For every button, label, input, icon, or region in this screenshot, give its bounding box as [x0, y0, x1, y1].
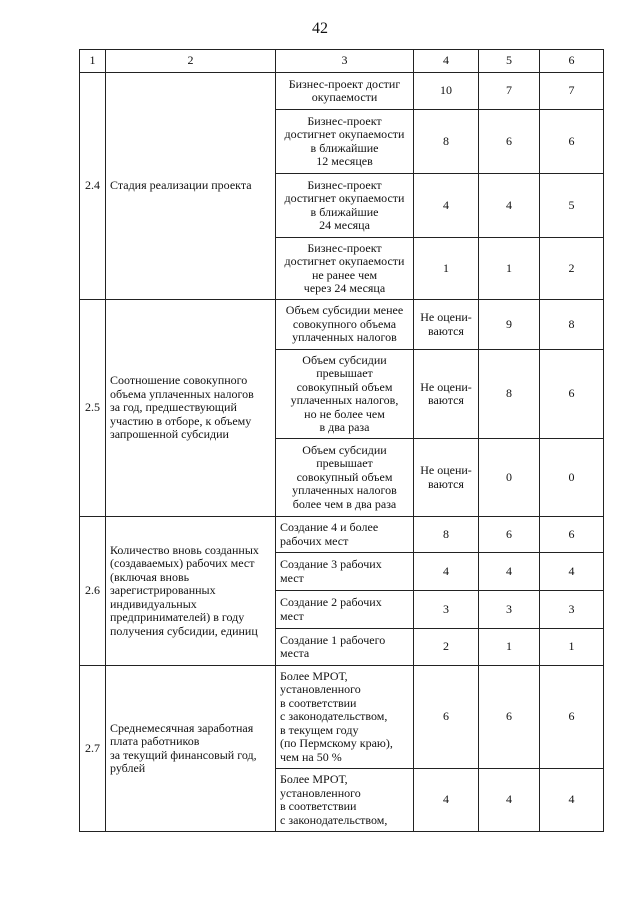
criterion-cell: Соотношение совокупного объема уплаченных налогов за год, предшествующий участию в отборе, к объему запрошенной субсидии: [106, 300, 276, 517]
criterion-cell: Среднемесячная заработная плата работников за текущий финансовый год, рублей: [106, 666, 276, 832]
header-cell: 6: [540, 50, 604, 73]
score-cell-col5: 1: [479, 629, 540, 666]
score-cell-col4: 1: [414, 238, 479, 300]
score-cell-col4: 8: [414, 517, 479, 553]
score-cell-col5: 6: [479, 517, 540, 553]
condition-cell: Более МРОТ, установленного в соответствии с законодательством,: [276, 769, 414, 832]
score-cell-col6: 5: [540, 174, 604, 238]
score-cell-col5: 4: [479, 553, 540, 591]
row-number: 2.6: [80, 517, 106, 666]
row-number: 2.5: [80, 300, 106, 517]
score-cell-col5: 6: [479, 110, 540, 174]
table-row: [80, 666, 604, 769]
score-cell-col6: 4: [540, 769, 604, 832]
condition-cell: Создание 3 рабочих мест: [276, 553, 414, 591]
table-row: [80, 73, 604, 110]
criterion-cell: Стадия реализации проекта: [106, 73, 276, 300]
condition-cell: Создание 4 и более рабочих мест: [276, 517, 414, 553]
header-cell: 4: [414, 50, 479, 73]
score-cell-col4: Не оцени- ваются: [414, 439, 479, 517]
score-cell-col4: 10: [414, 73, 479, 110]
criterion-cell: Количество вновь созданных (создаваемых) рабочих мест (включая вновь зарегистрированных индивидуальных предпринимателей) в году получения субсидии, единиц: [106, 517, 276, 666]
score-cell-col6: 6: [540, 666, 604, 769]
criteria-table: [79, 49, 604, 832]
score-cell-col5: 4: [479, 769, 540, 832]
score-cell-col4: Не оцени- ваются: [414, 300, 479, 350]
score-cell-col5: 3: [479, 591, 540, 629]
score-cell-col4: 4: [414, 553, 479, 591]
condition-cell: Бизнес-проект достиг окупаемости: [276, 73, 414, 110]
score-cell-col5: 8: [479, 350, 540, 439]
score-cell-col6: 7: [540, 73, 604, 110]
row-number: 2.7: [80, 666, 106, 832]
row-number: 2.4: [80, 73, 106, 300]
score-cell-col4: 6: [414, 666, 479, 769]
score-cell-col6: 8: [540, 300, 604, 350]
condition-cell: Создание 2 рабочих мест: [276, 591, 414, 629]
table-row: [80, 300, 604, 350]
condition-cell: Объем субсидии менее совокупного объема уплаченных налогов: [276, 300, 414, 350]
condition-cell: Объем субсидии превышает совокупный объем уплаченных налогов более чем в два раза: [276, 439, 414, 517]
score-cell-col6: 6: [540, 517, 604, 553]
score-cell-col4: 8: [414, 110, 479, 174]
score-cell-col4: 3: [414, 591, 479, 629]
score-cell-col5: 0: [479, 439, 540, 517]
score-cell-col6: 6: [540, 350, 604, 439]
score-cell-col6: 3: [540, 591, 604, 629]
score-cell-col5: 9: [479, 300, 540, 350]
score-cell-col5: 4: [479, 174, 540, 238]
condition-cell: Более МРОТ, установленного в соответствии с законодательством, в текущем году (по Пермскому краю), чем на 50 %: [276, 666, 414, 769]
table-header-row: [80, 50, 604, 73]
score-cell-col6: 0: [540, 439, 604, 517]
condition-cell: Бизнес-проект достигнет окупаемости не ранее чем через 24 месяца: [276, 238, 414, 300]
header-cell: 1: [80, 50, 106, 73]
score-cell-col4: 2: [414, 629, 479, 666]
condition-cell: Бизнес-проект достигнет окупаемости в ближайшие 24 месяца: [276, 174, 414, 238]
condition-cell: Объем субсидии превышает совокупный объем уплаченных налогов, но не более чем в два раза: [276, 350, 414, 439]
score-cell-col4: 4: [414, 769, 479, 832]
score-cell-col6: 2: [540, 238, 604, 300]
score-cell-col5: 7: [479, 73, 540, 110]
score-cell-col5: 6: [479, 666, 540, 769]
score-cell-col6: 1: [540, 629, 604, 666]
condition-cell: Бизнес-проект достигнет окупаемости в ближайшие 12 месяцев: [276, 110, 414, 174]
header-cell: 2: [106, 50, 276, 73]
score-cell-col5: 1: [479, 238, 540, 300]
header-cell: 5: [479, 50, 540, 73]
score-cell-col6: 6: [540, 110, 604, 174]
condition-cell: Создание 1 рабочего места: [276, 629, 414, 666]
score-cell-col6: 4: [540, 553, 604, 591]
table-row: [80, 517, 604, 553]
score-cell-col4: 4: [414, 174, 479, 238]
header-cell: 3: [276, 50, 414, 73]
page-number: 42: [312, 20, 328, 37]
score-cell-col4: Не оцени- ваются: [414, 350, 479, 439]
